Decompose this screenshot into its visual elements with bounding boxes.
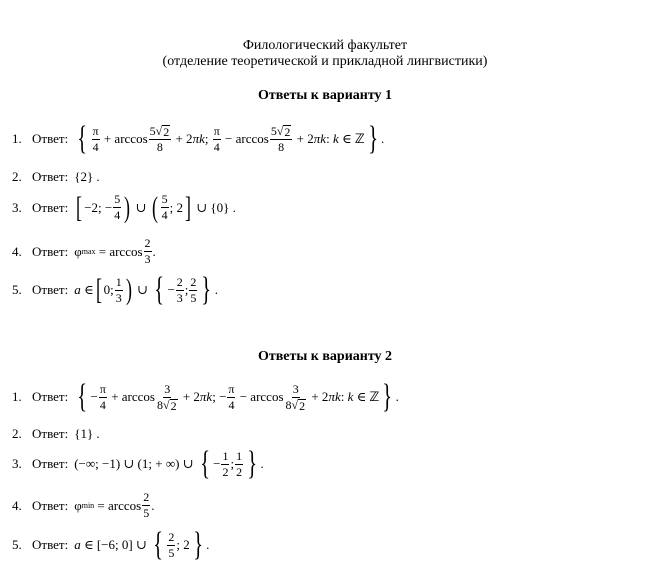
answer-label: Ответ:: [32, 497, 69, 513]
v1-answer-3: [12, 190, 236, 224]
answer-number: 3.: [12, 456, 22, 471]
answer-number: 3.: [12, 199, 22, 215]
answer-label: Ответ:: [32, 426, 69, 441]
v2-answer-4: [12, 491, 154, 520]
answer-label: Ответ:: [32, 169, 69, 184]
v1-answer-2: [12, 169, 100, 185]
answer-number: 2.: [12, 169, 22, 184]
answer-number: 1.: [12, 131, 22, 146]
answer-number: 4.: [12, 243, 22, 259]
answer-formula: a ∈ [−6; 0] ∪ { $\frac{2}{5}$ ; 2 } .: [74, 526, 210, 563]
answer-number: 1.: [12, 389, 22, 404]
answer-label: Ответ:: [32, 243, 69, 259]
v1-answer-1: [12, 120, 385, 157]
answer-formula: { − $\frac{\pi}{4}$ + arccos 3 8√ 2 + 2 πk ; − $\frac{\pi}{4}$ − arccos 3 8√ 2 + 2 πk : k ∈ ℤ } .: [77, 378, 399, 415]
answer-formula: φ min = arccos $\frac{2}{5}$ .: [74, 490, 155, 520]
variant-2-title: Ответы к варианту 2: [257, 349, 393, 364]
answer-label: Ответ:: [32, 131, 69, 146]
v2-answer-2: [12, 426, 100, 442]
department-subtitle: (отделение теоретической и прикладной лингвистики): [162, 54, 488, 69]
answer-formula: φ max = arccos $\frac{2}{3}$ .: [74, 236, 156, 266]
answer-formula: [ −2; − $\frac{5}{4}$ ) ∪ ( $\frac{5}{4}$ ; 2 ] ∪ {0} .: [76, 190, 236, 224]
answer-label: Ответ:: [32, 389, 69, 404]
v1-answer-4: [12, 237, 156, 266]
variant-1-title: Ответы к варианту 1: [257, 88, 393, 103]
answer-number: 2.: [12, 426, 22, 441]
answer-value: {1} .: [74, 426, 100, 441]
v2-answer-5: [12, 526, 210, 563]
answer-formula: a ∈ [ 0; $\frac{1}{3}$ ) ∪ { − $\frac{2}{3}$ ; $\frac{2}{5}$ } .: [74, 271, 218, 308]
faculty-title: Филологический факультет: [242, 38, 408, 53]
answer-formula: { $\frac{\pi}{4}$ + arccos 5√ 2 8 + 2 πk ; $\frac{\pi}{4}$ − arccos 5√ 2 8 + 2 πk : k ∈ ℤ } .: [77, 120, 385, 157]
answer-label: Ответ:: [32, 456, 69, 471]
answer-number: 5.: [12, 537, 22, 552]
answer-formula: (−∞; −1) ∪ (1; + ∞) ∪ { − $\frac{1}{2}$ ; $\frac{1}{2}$ } .: [74, 445, 264, 482]
v2-answer-3: [12, 445, 264, 482]
answer-label: Ответ:: [32, 537, 69, 552]
v1-answer-5: [12, 271, 218, 308]
answer-label: Ответ:: [32, 282, 69, 297]
answer-value: {2} .: [74, 169, 100, 184]
answer-number: 5.: [12, 282, 22, 297]
answer-label: Ответ:: [32, 199, 69, 215]
answer-number: 4.: [12, 497, 22, 513]
v2-answer-1: [12, 378, 399, 415]
